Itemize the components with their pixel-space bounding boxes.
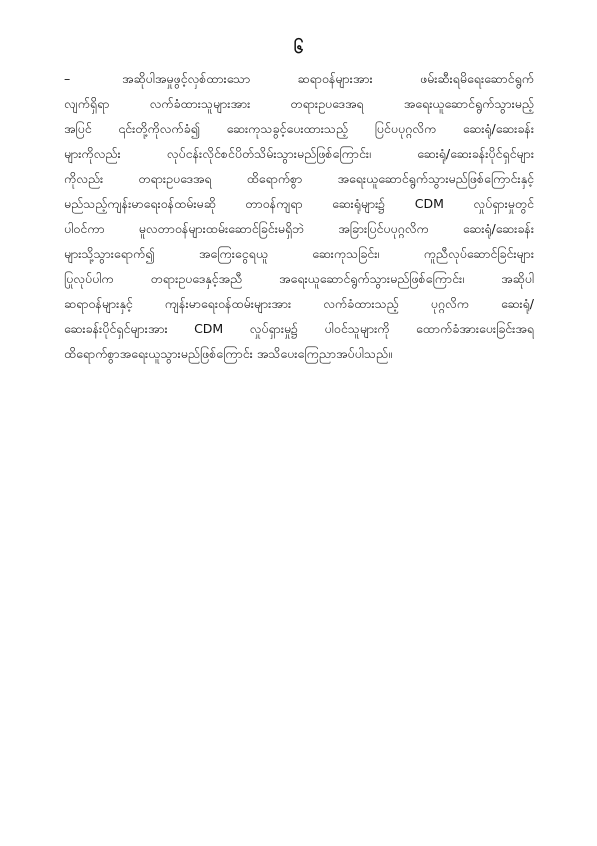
paragraph-line-9: ပြုလုပ်ပါက တရားဥပဒေနှင့်အညီ အရေးယူဆောင်ရွက်သွားမည်ဖြစ်ကြောင်း၊ အဆိုပါ bbox=[64, 271, 534, 286]
paragraph-line-12: ထိရောက်စွာအရေးယူသွားမည်ဖြစ်ကြောင်း အသိပေးကြေညာအပ်ပါသည်။ bbox=[64, 346, 392, 361]
list-dash: – bbox=[64, 71, 71, 86]
paragraph-line-5: ကိုလည်း တရားဥပဒေအရ ထိရောက်စွာ အရေးယူဆောင်ရွက်သွားမည်ဖြစ်ကြောင်းနှင့် bbox=[64, 171, 534, 186]
page-number: ၆ bbox=[293, 38, 304, 58]
paragraph-line-3: အပြင် ၎င်းတို့ကိုလက်ခံ၍ ဆေးကုသခွင့်ပေးထားသည့် ပြင်ပပုဂ္ဂလိက ဆေးရုံ/ဆေးခန်း bbox=[64, 121, 534, 136]
announcement-paragraph bbox=[64, 66, 534, 366]
paragraph-line-1-text: အဆိုပါအမှုဖွင့်လှစ်ထားသော ဆရာဝန်များအား ဖမ်းဆီးရမိရေးဆောင်ရွက် bbox=[122, 71, 534, 86]
paragraph-line-11: ဆေးခန်းပိုင်ရှင်များအား CDM လှုပ်ရှားမှု၌ ပါဝင်သူများကို ထောက်ခံအားပေးခြင်းအရ bbox=[64, 321, 534, 336]
paragraph-line-10: ဆရာဝန်များနှင့် ကျန်းမာရေးဝန်ထမ်းများအား လက်ခံထားသည့် ပုဂ္ဂလိက ဆေးရုံ/ bbox=[64, 296, 534, 311]
paragraph-line-8: များသို့သွားရောက်၍ အကြေးငွေရယူ ဆေးကုသခြင်း၊ ကူညီလုပ်ဆောင်ခြင်းများ bbox=[64, 246, 534, 261]
paragraph-line-6: မည်သည့်ကျန်းမာရေးဝန်ထမ်းမဆို တာဝန်ကျရာ ဆေးရုံများ၌ CDM လှုပ်ရှားမှုတွင် bbox=[64, 196, 534, 211]
paragraph-line-7: ပါဝင်ကာ မူလတာဝန်များထမ်းဆောင်ခြင်းမရှိဘဲ အခြားပြင်ပပုဂ္ဂလိက ဆေးရုံ/ဆေးခန်း bbox=[64, 221, 534, 236]
paragraph-line-2: လျက်ရှိရာ လက်ခံထားသူများအား တရားဥပဒေအရ အရေးယူဆောင်ရွက်သွားမည့် bbox=[64, 96, 534, 111]
paragraph-line-4: များကိုလည်း လုပ်ငန်းလိုင်စင်ပိတ်သိမ်းသွားမည်ဖြစ်ကြောင်း၊ ဆေးရုံ/ဆေးခန်းပိုင်ရှင်များ bbox=[64, 146, 534, 161]
paragraph-line-1 bbox=[64, 66, 534, 91]
